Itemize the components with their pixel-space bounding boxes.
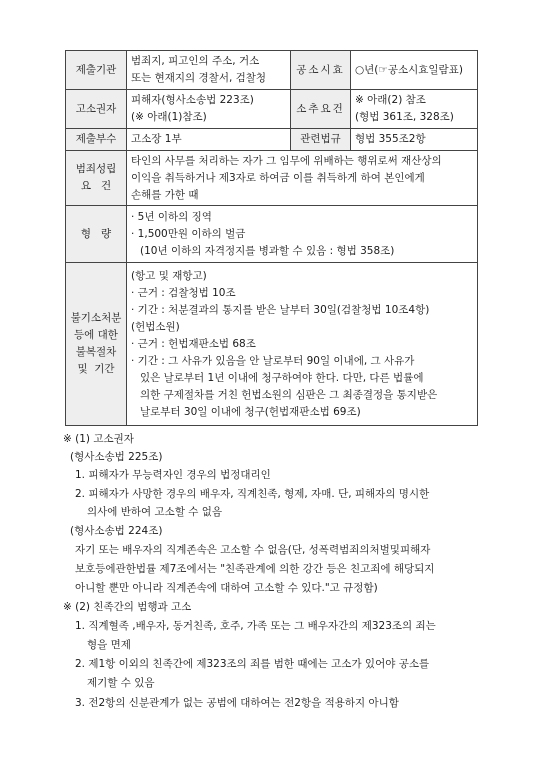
- copies-value: 고소장 1부: [127, 129, 291, 151]
- penalty-value: [127, 206, 478, 263]
- crime-elements-line-1: 타인의 사무를 처리하는 자가 그 임무에 위배하는 행위로써 재산상의: [131, 154, 442, 167]
- note-line: (형사소송법 225조): [70, 451, 163, 463]
- row-copies: [66, 129, 478, 151]
- submit-agency-line-2: 또는 현재지의 경찰서, 검찰청: [131, 72, 267, 84]
- submit-agency-label: 제출기관: [66, 51, 127, 90]
- note-line: 아니할 뿐만 아니라 직계존속에 대하여 고소할 수 있다."고 규정함): [75, 582, 378, 594]
- submit-agency-value: [127, 51, 291, 90]
- appeal-line-3: · 기간 : 처분결과의 통지를 받은 날부터 30일(검찰청법 10조4항): [131, 303, 430, 316]
- row-appeal: [66, 263, 478, 426]
- row-elements: [66, 151, 478, 206]
- appeal-label-1: 불기소처분: [70, 312, 122, 324]
- submit-agency-line-1: 범죄지, 피고인의 주소, 거소: [131, 55, 260, 67]
- complainant-value: [127, 90, 291, 129]
- crime-elements-label: [66, 151, 127, 206]
- info-table: [65, 50, 478, 426]
- statute-limitation-value: ○년(☞공소시효일람표): [351, 51, 478, 90]
- note-heading-2: ※ (2) 친족간의 범행과 고소: [63, 601, 192, 613]
- appeal-line-9: 날로부터 30일 이내에 청구(헌법재판소법 69조): [140, 405, 361, 418]
- penalty-label: 형 량: [66, 206, 127, 263]
- crime-elements-line-3: 손해를 가한 때: [131, 188, 199, 201]
- note-line: 의사에 반하여 고소할 수 없음: [87, 506, 223, 518]
- note-line: 2. 피해자가 사망한 경우의 배우자, 직계친족, 형제, 자매. 단, 피해자의 명시한: [75, 488, 430, 500]
- prosecution-req-line-2: (형법 361조, 328조): [355, 111, 454, 123]
- appeal-line-6: · 기간 : 그 사유가 있음을 안 날로부터 90일 이내에, 그 사유가: [131, 354, 415, 367]
- row-submit-agency: [66, 51, 478, 90]
- appeal-line-4: (헌법소원): [131, 320, 180, 333]
- appeal-label-3: 불복절차: [75, 346, 117, 358]
- note-line: 제기할 수 있음: [87, 677, 155, 689]
- complainant-label: 고소권자: [66, 90, 127, 129]
- note-line: (형사소송법 224조): [70, 525, 163, 537]
- penalty-line-1: · 5년 이하의 징역: [131, 210, 212, 223]
- appeal-line-8: 의한 구제절차를 거친 헌법소원의 심판은 그 최종결정을 통지받은: [140, 388, 438, 401]
- appeal-line-2: · 근거 : 검찰청법 10조: [131, 286, 236, 299]
- complainant-line-1: 피해자(형사소송법 223조): [131, 94, 254, 106]
- copies-label: 제출부수: [66, 129, 127, 151]
- note-line: 자기 또는 배우자의 직계존속은 고소할 수 없음(단, 성폭력범죄의처벌및피해자: [75, 544, 431, 556]
- related-law-label: 관련법규: [291, 129, 351, 151]
- crime-elements-line-2: 이익을 취득하거나 제3자로 하여금 이를 취득하게 하여 본인에게: [131, 171, 425, 184]
- crime-elements-label-1: 범죄성립: [75, 163, 117, 175]
- note-line: 보호등에관한법률 제7조에서는 "친족관계에 의한 강간 등은 친고죄에 해당되지: [75, 563, 435, 575]
- penalty-line-2: · 1,500만원 이하의 벌금: [131, 227, 246, 240]
- note-line: 3. 전2항의 신분관계가 없는 공범에 대하여는 전2항을 적용하지 아니함: [75, 697, 399, 709]
- complainant-line-2: (※ 아래(1)참조): [131, 111, 207, 123]
- note-heading-1: ※ (1) 고소권자: [63, 433, 134, 445]
- prosecution-requirement-value: [351, 90, 478, 129]
- related-law-value: 형법 355조2항: [351, 129, 478, 151]
- note-line: 형을 면제: [87, 639, 131, 651]
- appeal-line-7: 있은 날로부터 1년 이내에 청구하여야 한다. 다만, 다른 법률에: [140, 371, 424, 384]
- appeal-label-4: 및 기간: [77, 363, 115, 375]
- crime-elements-label-2: 요 건: [80, 180, 112, 192]
- crime-elements-value: [127, 151, 478, 206]
- row-complainant: [66, 90, 478, 129]
- row-penalty: [66, 206, 478, 263]
- note-line: 2. 제1항 이외의 친족간에 제323조의 죄를 범한 때에는 고소가 있어야 공소를: [75, 658, 430, 670]
- prosecution-requirement-label: 소추요건: [291, 90, 351, 129]
- appeal-procedure-label: [66, 263, 127, 426]
- appeal-line-1: (항고 및 재항고): [131, 269, 207, 282]
- penalty-line-3: (10년 이하의 자격정지를 병과할 수 있음 : 형법 358조): [140, 244, 395, 257]
- appeal-label-2: 등에 대한: [74, 329, 118, 341]
- statute-limitation-label: 공소시효: [291, 51, 351, 90]
- note-line: 1. 직계혈족 ,배우자, 동거친족, 호주, 가족 또는 그 배우자간의 제323조의 죄는: [75, 620, 436, 632]
- prosecution-req-line-1: ※ 아래(2) 참조: [355, 94, 426, 106]
- note-line: 1. 피해자가 무능력자인 경우의 법정대리인: [75, 469, 271, 481]
- appeal-procedure-value: [127, 263, 478, 426]
- appeal-line-5: · 근거 : 헌법재판소법 68조: [131, 337, 256, 350]
